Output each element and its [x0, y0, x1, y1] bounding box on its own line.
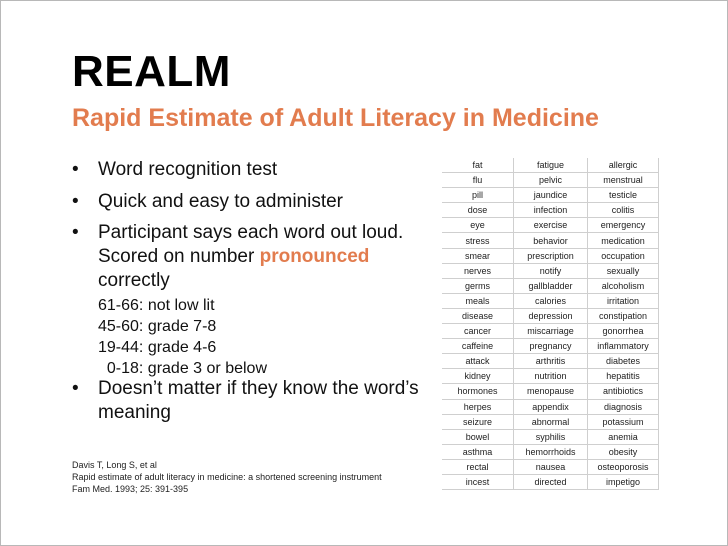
word-cell: obesity [588, 444, 659, 459]
word-cell: diagnosis [588, 399, 659, 414]
word-cell: abnormal [514, 414, 588, 429]
word-cell: medication [588, 233, 659, 248]
word-cell: inflammatory [588, 339, 659, 354]
word-cell: occupation [588, 248, 659, 263]
word-cell: dose [442, 203, 514, 218]
word-row [442, 399, 659, 414]
bullet-participant [72, 221, 438, 293]
word-row [442, 308, 659, 323]
word-cell: depression [514, 308, 588, 323]
word-cell: constipation [588, 308, 659, 323]
word-cell: nausea [514, 459, 588, 474]
word-row [442, 339, 659, 354]
word-row [442, 293, 659, 308]
word-row [442, 474, 659, 489]
word-cell: syphilis [514, 429, 588, 444]
word-cell: pregnancy [514, 339, 588, 354]
word-cell: hormones [442, 384, 514, 399]
slide-subtitle: Rapid Estimate of Adult Literacy in Medicine [72, 104, 599, 132]
word-cell: gonorrhea [588, 324, 659, 339]
bullet-dot: • [72, 159, 79, 180]
score-range: 45-60: grade 7-8 [98, 318, 217, 335]
word-cell: attack [442, 354, 514, 369]
word-row [442, 384, 659, 399]
word-cell: emergency [588, 218, 659, 233]
word-cell: flu [442, 173, 514, 188]
bullet-quick-easy [72, 190, 343, 214]
word-cell: fat [442, 158, 514, 173]
word-cell: alcoholism [588, 278, 659, 293]
word-cell: arthritis [514, 354, 588, 369]
word-cell: behavior [514, 233, 588, 248]
word-cell: prescription [514, 248, 588, 263]
bullet-dot: • [72, 222, 79, 243]
word-cell: menopause [514, 384, 588, 399]
score-ranges [98, 295, 267, 379]
word-cell: antibiotics [588, 384, 659, 399]
word-cell: incest [442, 474, 514, 489]
word-list-table [442, 158, 659, 490]
word-row [442, 278, 659, 293]
word-row [442, 459, 659, 474]
word-cell: pelvic [514, 173, 588, 188]
word-cell: fatigue [514, 158, 588, 173]
word-row [442, 173, 659, 188]
word-cell: diabetes [588, 354, 659, 369]
highlight-pronounced: pronounced [259, 246, 370, 267]
citation-authors: Davis T, Long S, et al [72, 460, 157, 470]
word-row [442, 263, 659, 278]
score-range: 19-44: grade 4-6 [98, 339, 217, 356]
word-cell: colitis [588, 203, 659, 218]
word-cell: potassium [588, 414, 659, 429]
word-cell: gallbladder [514, 278, 588, 293]
word-row [442, 444, 659, 459]
word-row [442, 248, 659, 263]
word-row [442, 354, 659, 369]
word-cell: rectal [442, 459, 514, 474]
word-cell: eye [442, 218, 514, 233]
word-cell: calories [514, 293, 588, 308]
bullet-meaning [72, 377, 438, 425]
bullet-text: Word recognition test [98, 159, 278, 180]
word-cell: jaundice [514, 188, 588, 203]
word-cell: nerves [442, 263, 514, 278]
citation-title: Rapid estimate of adult literacy in medicine: a shortened screening instrument [72, 472, 382, 482]
slide-title: REALM [72, 47, 231, 96]
word-row [442, 369, 659, 384]
word-cell: exercise [514, 218, 588, 233]
word-cell: appendix [514, 399, 588, 414]
word-row [442, 218, 659, 233]
word-cell: disease [442, 308, 514, 323]
word-cell: kidney [442, 369, 514, 384]
citation-journal: Fam Med. 1993; 25: 391-395 [72, 484, 189, 494]
word-cell: hepatitis [588, 369, 659, 384]
bullet-text: Doesn’t matter if they know the word’s meaning [98, 378, 419, 423]
word-cell: seizure [442, 414, 514, 429]
bullet-text: Quick and easy to administer [98, 191, 344, 212]
word-cell: nutrition [514, 369, 588, 384]
word-cell: hemorrhoids [514, 444, 588, 459]
word-cell: asthma [442, 444, 514, 459]
bullet-dot: • [72, 378, 79, 399]
word-cell: caffeine [442, 339, 514, 354]
word-cell: notify [514, 263, 588, 278]
word-cell: irritation [588, 293, 659, 308]
bullet-text: Participant says each word out loud. Scored on number [98, 222, 404, 267]
word-cell: miscarriage [514, 324, 588, 339]
word-cell: testicle [588, 188, 659, 203]
word-cell: pill [442, 188, 514, 203]
word-cell: stress [442, 233, 514, 248]
word-cell: menstrual [588, 173, 659, 188]
word-row [442, 203, 659, 218]
word-cell: allergic [588, 158, 659, 173]
word-cell: smear [442, 248, 514, 263]
word-row [442, 414, 659, 429]
word-cell: cancer [442, 324, 514, 339]
word-cell: meals [442, 293, 514, 308]
word-row [442, 429, 659, 444]
word-cell: osteoporosis [588, 459, 659, 474]
word-cell: anemia [588, 429, 659, 444]
word-row [442, 233, 659, 248]
word-row [442, 158, 659, 173]
word-cell: bowel [442, 429, 514, 444]
word-cell: germs [442, 278, 514, 293]
citation [72, 459, 382, 495]
word-cell: sexually [588, 263, 659, 278]
word-cell: directed [514, 474, 588, 489]
word-cell: herpes [442, 399, 514, 414]
bullet-word-recognition [72, 158, 277, 182]
word-row [442, 324, 659, 339]
word-cell: impetigo [588, 474, 659, 489]
word-cell: infection [514, 203, 588, 218]
word-row [442, 188, 659, 203]
score-range: 0-18: grade 3 or below [98, 360, 267, 377]
bullet-text-end: correctly [98, 270, 170, 291]
score-range: 61-66: not low lit [98, 297, 215, 314]
bullet-dot: • [72, 191, 79, 212]
